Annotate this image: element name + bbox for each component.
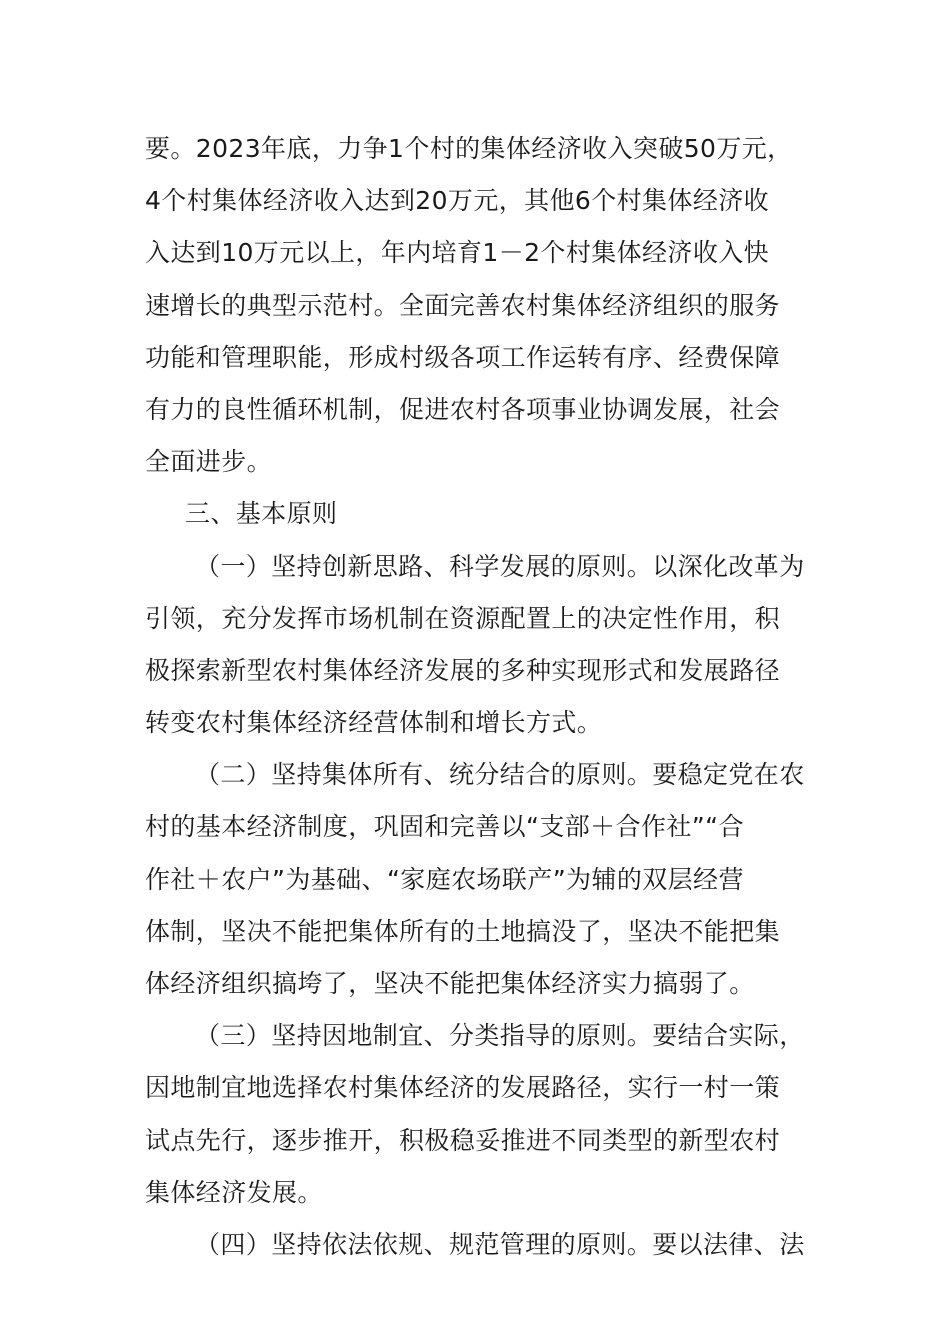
text-line: 体经济组织搞垮了，坚决不能把集体经济实力搞弱了。 [145,969,755,998]
text-line: 要。2023年底，力争1个村的集体经济收入突破50万元， [145,134,793,163]
principle-4-paragraph [145,1219,810,1271]
text-line: 速增长的典型示范村。全面完善农村集体经济组织的服务 [145,290,781,320]
principle-1-paragraph [145,541,810,750]
text-line: 试点先行，逐步推开，积极稳妥推进不同类型的新型农村 [145,1125,781,1155]
text-line: （一）坚持创新思路、科学发展的原则。以深化改革为 [195,551,805,581]
text-line: 全面进步。 [145,447,273,477]
text-line: 转变农村集体经济经营体制和增长方式。 [145,708,603,738]
section-heading: 三、基本原则 [185,499,338,529]
document-body [145,123,810,1271]
text-line: 入达到10万元以上，年内培育1－2个村集体经济收入快 [145,238,770,268]
text-line: 因地制宜地选择农村集体经济的发展路径，实行一村一策 [145,1073,781,1103]
text-line: 集体经济发展。 [145,1177,323,1207]
text-line: 体制，坚决不能把集体所有的土地搞没了，坚决不能把集 [145,916,781,946]
text-line: 功能和管理职能，形成村级各项工作运转有序、经费保障 [145,342,781,372]
text-line: 4个村集体经济收入达到20万元，其他6个村集体经济收 [145,186,770,216]
text-line: （二）坚持集体所有、统分结合的原则。要稳定党在农 [195,760,805,790]
text-line: 作社＋农户”为基础、“家庭农场联产”为辅的双层经营 [145,864,744,894]
principle-3-paragraph [145,1010,810,1219]
text-line: 村的基本经济制度，巩固和完善以“支部＋合作社”“合 [145,812,744,842]
text-line: 极探索新型农村集体经济发展的多种实现形式和发展路径 [145,655,781,685]
text-line: 有力的良性循环机制，促进农村各项事业协调发展，社会 [145,394,781,424]
intro-paragraph [145,123,810,488]
text-line: 引领，充分发挥市场机制在资源配置上的决定性作用，积 [145,603,781,633]
principle-2-paragraph [145,749,810,1010]
text-line: （三）坚持因地制宜、分类指导的原则。要结合实际， [195,1021,805,1051]
text-line: （四）坚持依法依规、规范管理的原则。要以法律、法 [195,1229,805,1259]
